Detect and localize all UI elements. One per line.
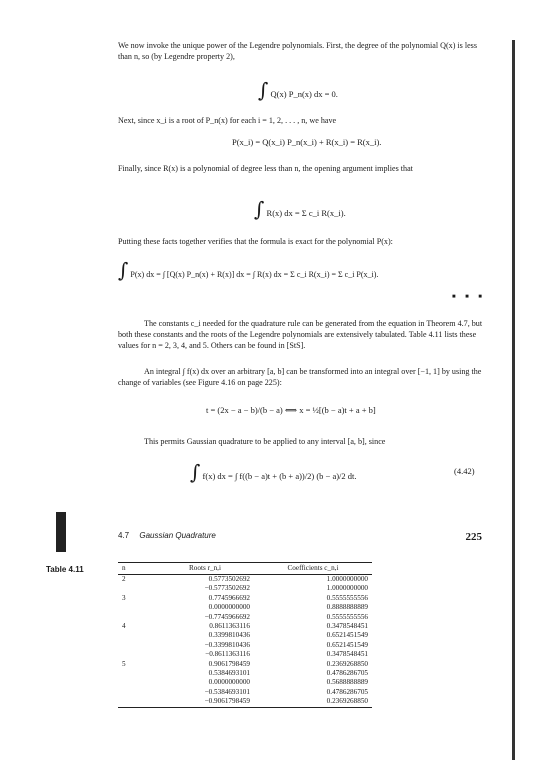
cell-coefficient: 0.2369268850 — [326, 659, 368, 668]
equation-exactness — [118, 258, 378, 282]
equation-p-of-roots: P(x_i) = Q(x_i) P_n(x_i) + R(x_i) = R(x_i). — [232, 137, 382, 147]
cell-root: −0.7745966692 — [204, 612, 250, 621]
table-row — [118, 622, 372, 631]
equation-change-of-variables: t = (2x − a − b)/(b − a) ⟺ x = ½[(b − a)t + a + b] — [206, 405, 376, 415]
cell-root: 0.7745966692 — [208, 593, 250, 602]
cell-root: −0.3399810436 — [204, 640, 250, 649]
cell-root: −0.5773502692 — [204, 584, 250, 593]
cell-root: 0.0000000000 — [208, 678, 250, 687]
cell-root: 0.8611363116 — [209, 622, 250, 631]
cell-n — [118, 603, 156, 612]
cell-coefficient: 0.4786286705 — [326, 669, 368, 678]
paragraph-legendre-intro: We now invoke the unique power of the Legendre polynomials. First, the degree of the polynomial Q(x) is less than n, so (by Legendre property 2), — [118, 41, 477, 61]
paragraph-change-of-variables: An integral ∫ f(x) dx over an arbitrary [a, b] can be transformed into an integral over [−1, 1] by using the change of variables (see Figure 4.16 on page 225): — [118, 367, 482, 387]
cell-coefficient: 0.6521451549 — [326, 640, 368, 649]
cell-n: 5 — [122, 659, 126, 668]
header-coefficients: Coefficients c_n,i — [254, 563, 372, 575]
table-row — [118, 660, 372, 669]
cell-n: 4 — [122, 622, 126, 631]
equation-gaussian-interval — [190, 460, 357, 484]
cell-n — [118, 641, 156, 650]
table-row — [118, 603, 372, 612]
section-number: 4.7 — [118, 531, 130, 540]
cell-n — [118, 650, 156, 659]
paragraph-interval: This permits Gaussian quadrature to be applied to any interval [a, b], since — [144, 437, 386, 446]
paragraph-roots: Next, since x_i is a root of P_n(x) for each i = 1, 2, . . . , n, we have — [118, 116, 337, 125]
cell-n — [118, 688, 156, 697]
table-row — [118, 650, 372, 659]
paragraph-constants: The constants c_i needed for the quadrature rule can be generated from the equation in Theorem 4.7, but both these constants and the roots of the Legendre polynomials are extensively tabulated. Table 4.11 lists these values for n = 2, 3, 4, and 5. Others can be found in [StS]. — [118, 319, 483, 350]
cell-coefficient: 0.6521451549 — [326, 631, 368, 640]
table-row — [118, 613, 372, 622]
cell-n — [118, 631, 156, 640]
cell-coefficient: 1.0000000000 — [326, 575, 368, 583]
cell-root: −0.9061798459 — [156, 697, 254, 707]
equation-number: (4.42) — [454, 466, 475, 476]
cell-n — [118, 613, 156, 622]
equation-exactness-text: P(x) dx = ∫ [Q(x) P_n(x) + R(x)] dx = ∫ R(x) dx = Σ c_i R(x_i) = Σ c_i P(x_i). — [130, 270, 379, 279]
page-number: 225 — [465, 531, 482, 543]
table-row — [118, 575, 372, 585]
table-row — [118, 688, 372, 697]
equation-gaussian-interval-text: f(x) dx = ∫ f((b − a)t + (b + a))/2) (b − a)/2 dt. — [202, 471, 357, 481]
table-row — [118, 584, 372, 593]
integral-sign: ∫ — [190, 460, 201, 484]
cell-coefficient: 0.5688888889 — [326, 678, 368, 687]
equation-orthogonality-text: Q(x) P_n(x) dx = 0. — [270, 89, 338, 99]
cell-coefficient: 0.2369268850 — [254, 697, 372, 707]
table-header-row — [118, 563, 372, 575]
equation-remainder-sum — [254, 197, 346, 221]
table-row — [118, 631, 372, 640]
thumb-tab — [56, 512, 66, 552]
cell-root: 0.5773502692 — [208, 575, 250, 583]
cell-n — [118, 669, 156, 678]
paragraph-exactness: Putting these facts together verifies that the formula is exact for the polynomial P(x): — [118, 237, 393, 246]
integral-sign: ∫ — [258, 78, 269, 102]
cell-root: 0.0000000000 — [208, 603, 250, 612]
binding-edge — [512, 40, 515, 760]
header-n: n — [118, 563, 156, 575]
cell-coefficient: 0.3478548451 — [326, 650, 368, 659]
table-row — [118, 641, 372, 650]
cell-coefficient: 0.8888888889 — [326, 603, 368, 612]
legendre-roots-table — [118, 562, 372, 708]
cell-coefficient: 0.4786286705 — [326, 687, 368, 696]
table-label: Table 4.11 — [46, 565, 84, 574]
table-row — [118, 669, 372, 678]
integral-sign: ∫ — [254, 197, 265, 221]
cell-root: 0.3399810436 — [208, 631, 250, 640]
cell-root: −0.5384693101 — [204, 687, 250, 696]
cell-n: 2 — [122, 575, 126, 583]
table-body — [118, 575, 372, 708]
cell-n — [118, 697, 156, 707]
cell-root: 0.5384693101 — [208, 669, 250, 678]
cell-n: 3 — [122, 593, 126, 602]
qed-marks: ■ ■ ■ — [452, 294, 486, 300]
cell-n — [118, 678, 156, 687]
equation-remainder-sum-text: R(x) dx = Σ c_i R(x_i). — [266, 208, 346, 218]
running-footer — [118, 531, 490, 543]
integral-sign: ∫ — [118, 258, 129, 282]
cell-coefficient: 1.0000000000 — [326, 584, 368, 593]
cell-coefficient: 0.3478548451 — [326, 622, 368, 631]
cell-root: 0.9061798459 — [208, 659, 250, 668]
equation-orthogonality — [258, 78, 338, 102]
cell-root: −0.8611363116 — [205, 650, 250, 659]
table-row — [118, 697, 372, 707]
cell-n — [118, 584, 156, 593]
cell-coefficient: 0.5555555556 — [326, 612, 368, 621]
section-title: Gaussian Quadrature — [139, 531, 216, 540]
paragraph-degree: Finally, since R(x) is a polynomial of degree less than n, the opening argument implies that — [118, 164, 413, 173]
cell-coefficient: 0.5555555556 — [326, 593, 368, 602]
table-row — [118, 594, 372, 603]
header-roots: Roots r_n,i — [156, 563, 254, 575]
table-row — [118, 678, 372, 687]
